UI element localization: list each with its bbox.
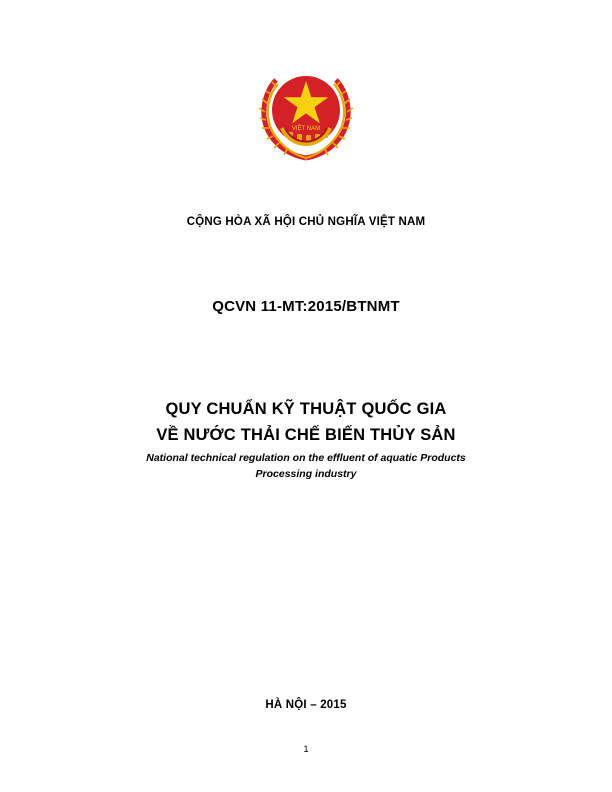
standard-code: QCVN 11-MT:2015/BTNMT (212, 298, 400, 315)
emblem-inscription: VIỆT NAM (291, 126, 321, 132)
emblem-container (0, 62, 612, 162)
country-heading: CỘNG HÒA XÃ HỘI CHỦ NGHĨA VIỆT NAM (186, 216, 426, 228)
title-line-1: QUY CHUẨN KỸ THUẬT QUỐC GIA (165, 400, 447, 418)
place-and-year: HÀ NỘI – 2015 (265, 699, 347, 711)
subtitle-line-1: National technical regulation on the effluent of aquatic Products (146, 452, 466, 464)
document-title (0, 396, 612, 448)
subtitle-line-2: Processing industry (255, 468, 357, 480)
document-subtitle (0, 450, 612, 482)
page-number: 1 (303, 744, 309, 754)
title-line-2: VỀ NƯỚC THẢI CHẾ BIẾN THỦY SẢN (156, 426, 456, 444)
national-emblem-icon (256, 62, 356, 162)
